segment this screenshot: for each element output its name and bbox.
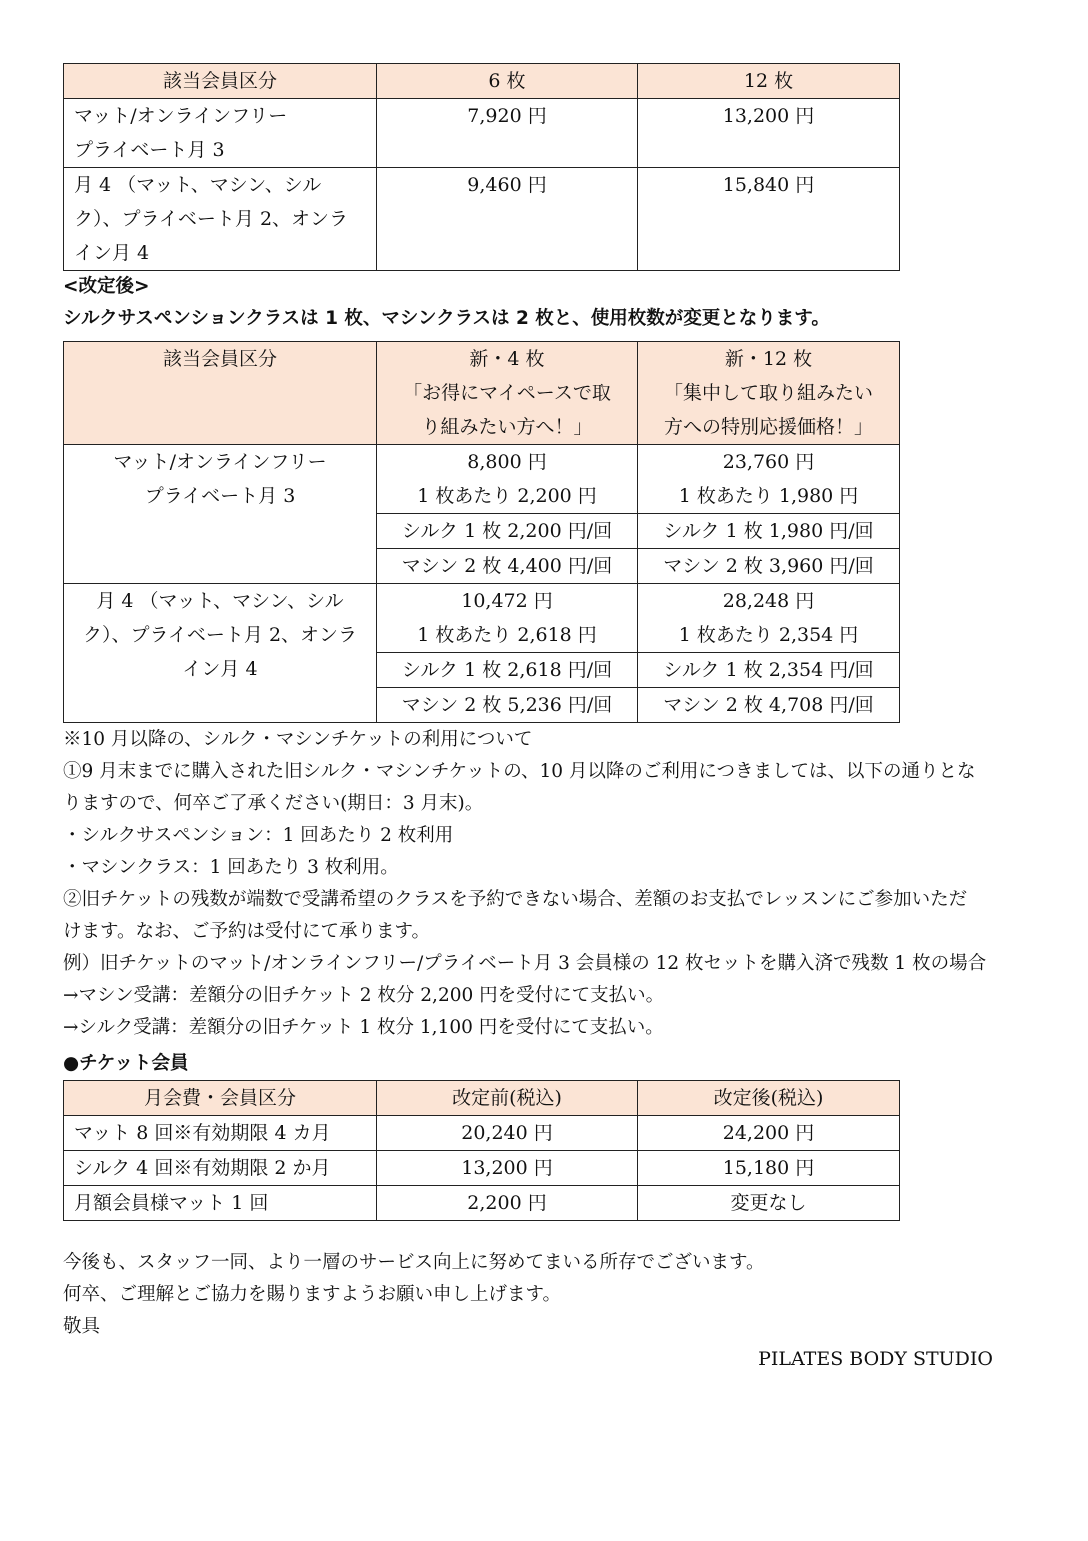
document-page	[63, 63, 1023, 1375]
note-line: 例）旧チケットのマット/オンラインフリー/プライベート月 3 会員様の 12 枚セットを購入済で残数 1 枚の場合	[63, 953, 987, 974]
price-cell: 8,800 円 1 枚あたり 2,200 円	[377, 445, 638, 514]
note-line: →シルク受講：差額分の旧チケット 1 枚分 1,100 円を受付にて支払い。	[63, 1017, 664, 1038]
note-line: →マシン受講：差額分の旧チケット 2 枚分 2,200 円を受付にて支払い。	[63, 985, 665, 1006]
category-cell: 月 4 （マット、マシン、シル ク）、プライベート月 2、オンラ イン月 4	[64, 168, 377, 271]
machine-price-cell: マシン 2 枚 5,236 円/回	[377, 688, 638, 723]
ticket-name-cell: 月額会員様マット 1 回	[64, 1186, 377, 1221]
note-line: ・マシンクラス：1 回あたり 3 枚利用。	[63, 857, 399, 878]
price-cell: 2,200 円	[377, 1186, 638, 1221]
note-line: ②旧チケットの残数が端数で受講希望のクラスを予約できない場合、差額のお支払でレッスンにご参加いただ	[63, 889, 968, 910]
silk-price-cell: シルク 1 枚 2,354 円/回	[638, 653, 900, 688]
price-cell: 24,200 円	[638, 1116, 900, 1151]
closing-line: 今後も、スタッフ一同、より一層のサービス向上に努めてまいる所存でございます。	[63, 1252, 765, 1273]
price-cell: 13,200 円	[638, 99, 900, 168]
category-cell: 月 4 （マット、マシン、シル ク）、プライベート月 2、オンラ イン月 4	[64, 584, 377, 723]
ticket-name-cell: シルク 4 回※有効期限 2 か月	[64, 1151, 377, 1186]
notes-section	[63, 724, 1023, 1044]
price-cell: 9,460 円	[377, 168, 638, 271]
header-category: 該当会員区分	[64, 64, 377, 99]
table-header-row	[64, 1081, 900, 1116]
closing-line: 何卒、ご理解とご協力を賜りますようお願い申し上げます。	[63, 1284, 562, 1305]
table-row	[64, 584, 900, 653]
price-cell: 変更なし	[638, 1186, 900, 1221]
note-line: ①9 月末までに購入された旧シルク・マシンチケットの、10 月以降のご利用につきましては、以下の通りとな	[63, 761, 976, 782]
machine-price-cell: マシン 2 枚 4,400 円/回	[377, 549, 638, 584]
header-after: 改定後(税込)	[638, 1081, 900, 1116]
closing-line: 敬具	[63, 1316, 101, 1337]
machine-price-cell: マシン 2 枚 4,708 円/回	[638, 688, 900, 723]
ticket-table	[63, 1080, 900, 1221]
after-heading: <改定後>	[63, 276, 150, 297]
note-line: ※10 月以降の、シルク・マシンチケットの利用について	[63, 729, 533, 750]
price-cell: 15,840 円	[638, 168, 900, 271]
header-before: 改定前(税込)	[377, 1081, 638, 1116]
note-line: りますので、何卒ご了承ください(期日：3 月末)。	[63, 793, 484, 814]
table-row	[64, 99, 900, 168]
machine-price-cell: マシン 2 枚 3,960 円/回	[638, 549, 900, 584]
silk-price-cell: シルク 1 枚 2,618 円/回	[377, 653, 638, 688]
after-notice: シルクサスペンションクラスは 1 枚、マシンクラスは 2 枚と、使用枚数が変更となります。	[63, 308, 830, 329]
closing-section	[63, 1247, 1023, 1343]
table-row	[64, 1186, 900, 1221]
table-row	[64, 168, 900, 271]
table-row	[64, 1116, 900, 1151]
silk-price-cell: シルク 1 枚 1,980 円/回	[638, 514, 900, 549]
header-twelve: 新・12 枚 「集中して取り組みたい 方への特別応援価格！」	[638, 342, 900, 445]
table-header-row	[64, 342, 900, 445]
header-four: 新・4 枚 「お得にマイペースで取 り組みたい方へ！」	[377, 342, 638, 445]
table-after	[63, 341, 900, 723]
table-row	[64, 1151, 900, 1186]
header-twelve: 12 枚	[638, 64, 900, 99]
category-cell: マット/オンラインフリー プライベート月 3	[64, 99, 377, 168]
table-header-row	[64, 64, 900, 99]
table-before	[63, 63, 900, 271]
header-six: 6 枚	[377, 64, 638, 99]
price-cell: 7,920 円	[377, 99, 638, 168]
price-cell: 23,760 円 1 枚あたり 1,980 円	[638, 445, 900, 514]
note-line: けます。なお、ご予約は受付にて承ります。	[63, 921, 431, 942]
price-cell: 10,472 円 1 枚あたり 2,618 円	[377, 584, 638, 653]
silk-price-cell: シルク 1 枚 2,200 円/回	[377, 514, 638, 549]
price-cell: 28,248 円 1 枚あたり 2,354 円	[638, 584, 900, 653]
price-cell: 15,180 円	[638, 1151, 900, 1186]
header-fee-category: 月会費・会員区分	[64, 1081, 377, 1116]
table-row	[64, 445, 900, 514]
price-cell: 20,240 円	[377, 1116, 638, 1151]
price-cell: 13,200 円	[377, 1151, 638, 1186]
category-cell: マット/オンラインフリー プライベート月 3	[64, 445, 377, 584]
ticket-heading: ●チケット会員	[63, 1053, 189, 1074]
signature: PILATES BODY STUDIO	[758, 1348, 993, 1370]
header-category: 該当会員区分	[64, 342, 377, 445]
note-line: ・シルクサスペンション：1 回あたり 2 枚利用	[63, 825, 454, 846]
ticket-name-cell: マット 8 回※有効期限 4 カ月	[64, 1116, 377, 1151]
